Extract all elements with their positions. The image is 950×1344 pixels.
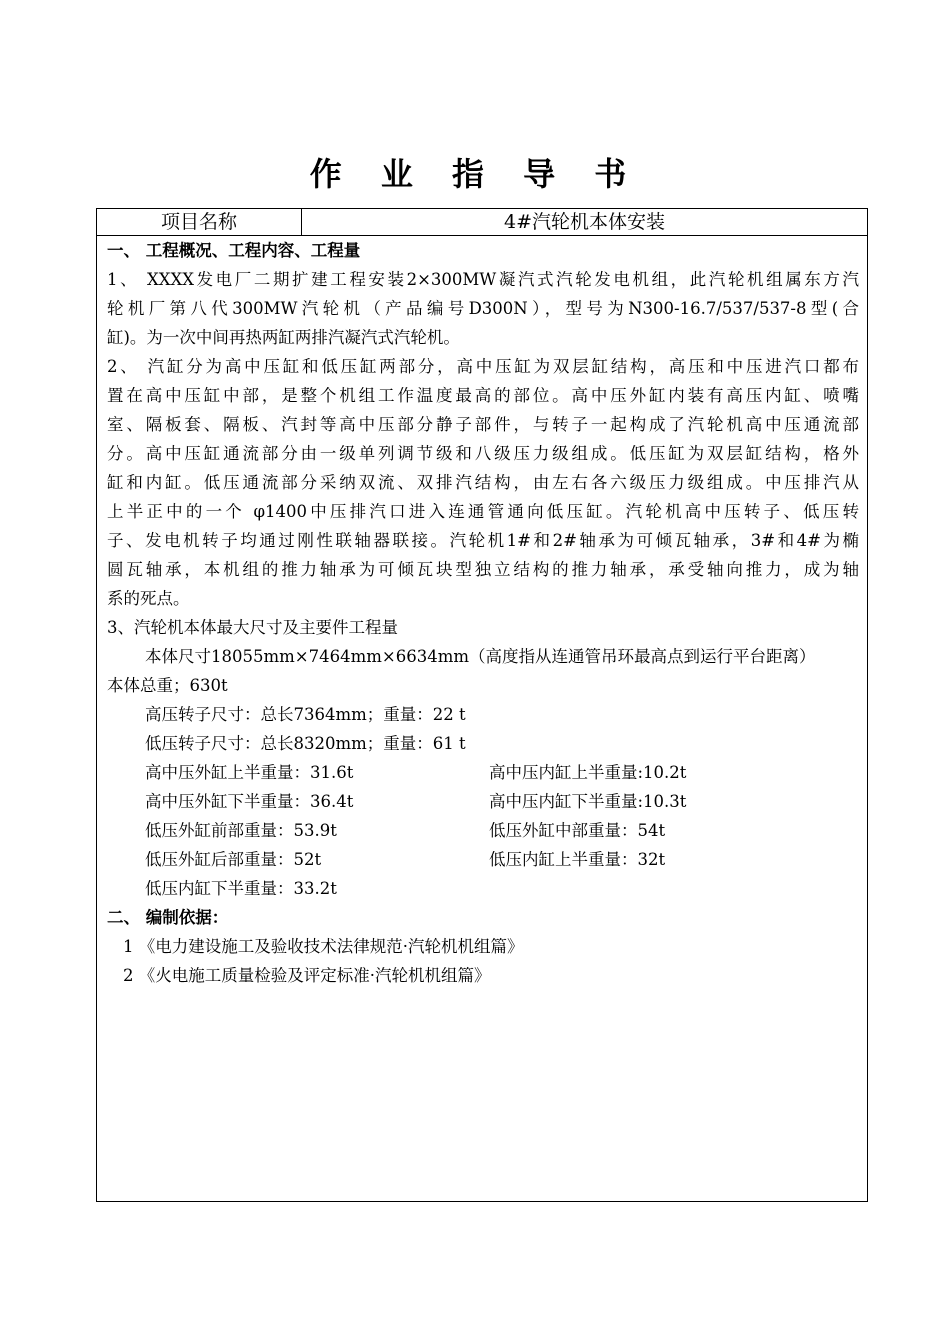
weight-row [145, 874, 897, 903]
weight-item: 高中压内缸下半重量:10.3t [489, 792, 687, 811]
paragraph2-line: 2、 汽缸分为高中压缸和低压缸两部分，高中压缸为双层缸结构，高压和中压进汽口都布 [107, 357, 859, 376]
lp-rotor-spec: 低压转子尺寸：总长8320mm；重量：61 t [145, 734, 466, 753]
weight-item: 高中压外缸下半重量：36.4t [145, 792, 354, 811]
section2-heading: 二、 编制依据： [107, 908, 229, 927]
weight-row [145, 787, 897, 816]
weight-item: 高中压外缸上半重量：31.6t [145, 763, 354, 782]
paragraph2-line: 缸和内缸。低压通流部分采纳双流、双排汽结构，由左右各六级压力级组成。中压排汽从 [107, 473, 859, 492]
weight-row [145, 758, 897, 787]
weight-item: 低压内缸下半重量：33.2t [145, 879, 337, 898]
total-weight: 本体总重；630t [107, 676, 228, 695]
paragraph2-line: 系的死点。 [107, 589, 190, 608]
body-dimensions: 本体尺寸18055mm×7464mm×6634mm（高度指从连通管吊环最高点到运行平台距离） [145, 647, 816, 666]
paragraph2-line: 置在高中压缸中部，是整个机组工作温度最高的部位。高中压外缸内装有高压内缸、喷嘴 [107, 386, 859, 405]
reference-item: 1 《电力建设施工及验收技术法律规范·汽轮机机组篇》 [123, 937, 524, 956]
paragraph3-heading: 3、汽轮机本体最大尺寸及主要件工程量 [107, 618, 398, 637]
weight-item: 低压外缸中部重量：54t [489, 821, 666, 840]
weight-item: 低压内缸上半重量：32t [489, 850, 666, 869]
instruction-table [96, 208, 868, 1202]
weight-row [145, 816, 897, 845]
weight-item: 低压外缸后部重量：52t [145, 850, 322, 869]
document-title: 作 业 指 导 书 [309, 155, 641, 193]
paragraph2-line: 子、发电机转子均通过刚性联轴器联接。汽轮机1#和2#轴承为可倾瓦轴承，3#和4#为椭 [107, 531, 859, 550]
paragraph2-line: 圆瓦轴承，本机组的推力轴承为可倾瓦块型独立结构的推力轴承，承受轴向推力，成为轴 [107, 560, 859, 579]
paragraph2-line: 分。高中压缸通流部分由一级单列调节级和八级压力级组成。低压缸为双层缸结构，格外 [107, 444, 859, 463]
paragraph2-line: 上半正中的一个 φ1400中压排汽口进入连通管通向低压缸。汽轮机高中压转子、低压转 [107, 502, 859, 521]
reference-item: 2 《火电施工质量检验及评定标准·汽轮机机组篇》 [123, 966, 491, 985]
project-name-label: 项目名称 [97, 209, 302, 235]
paragraph1-line: 1、 XXXX发电厂二期扩建工程安装2×300MW凝汽式汽轮发电机组，此汽轮机组属东方汽 [107, 270, 859, 289]
weight-item: 高中压内缸上半重量:10.2t [489, 763, 687, 782]
weight-item: 低压外缸前部重量：53.9t [145, 821, 337, 840]
paragraph2-line: 室、隔板套、隔板、汽封等高中压部分静子部件，与转子一起构成了汽轮机高中压通流部 [107, 415, 859, 434]
weight-row [145, 845, 897, 874]
paragraph1-line: 缸)。为一次中间再热两缸两排汽凝汽式汽轮机。 [107, 328, 460, 347]
header-row [97, 209, 867, 236]
project-name-value: 4#汽轮机本体安装 [503, 211, 665, 233]
hp-rotor-spec: 高压转子尺寸：总长7364mm；重量：22 t [145, 705, 466, 724]
section1-heading: 一、 工程概况、工程内容、工程量 [107, 241, 361, 260]
paragraph1-line: 轮机厂第八代300MW汽轮机（产品编号D300N），型号为N300-16.7/537/537-8型(合 [107, 299, 859, 318]
